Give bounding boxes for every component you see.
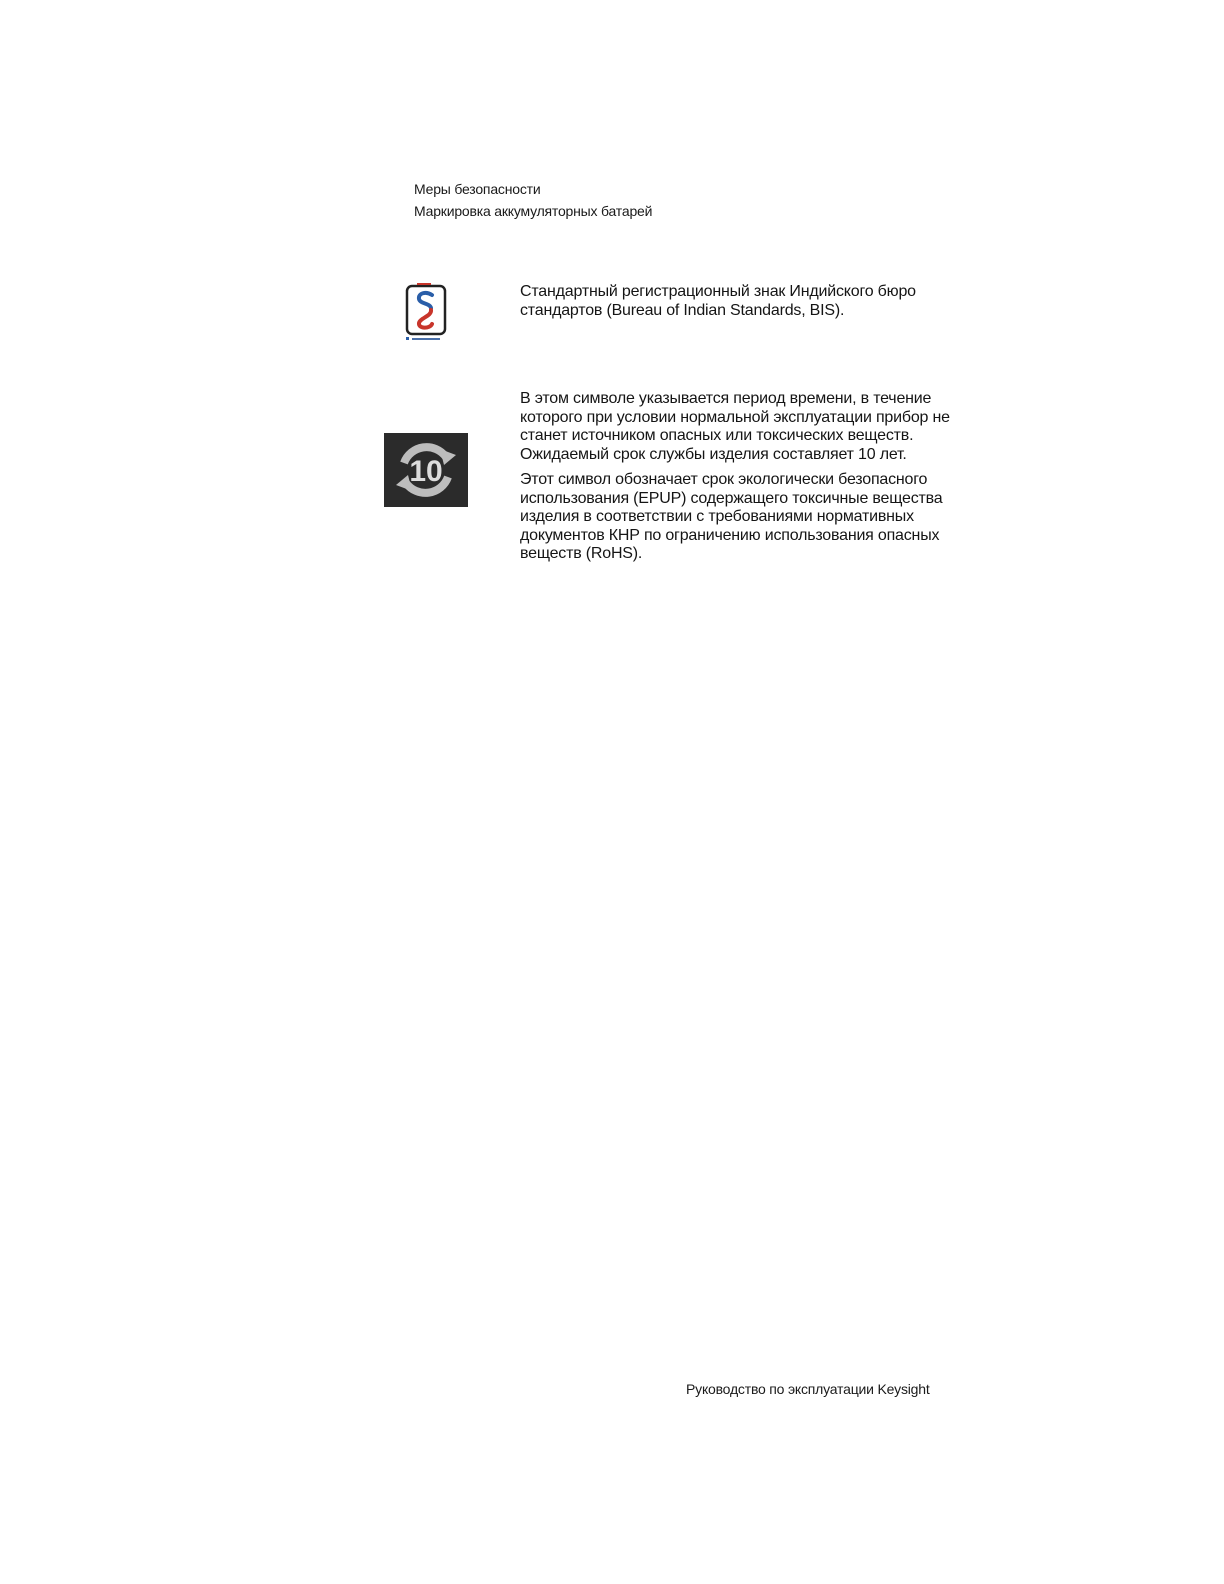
rohs-years-label: 10 [409,455,443,488]
page-footer: Руководство по эксплуатации Keysight [686,1381,930,1397]
subsection-title: Маркировка аккумуляторных батарей [414,203,653,219]
page-header [414,178,914,222]
bis-registration-mark-icon [404,283,450,343]
paragraph: Этот символ обозначает срок экологически безопасного использования (EPUP) содержащего токсичные вещества изделия в соответствии с требованиями нормативных документов КНР по ограничению использования опасных веществ (RoHS). [520,471,943,562]
bis-description [520,283,990,327]
section-title: Меры безопасности [414,181,541,197]
rohs-description [520,390,990,571]
paragraph: Стандартный регистрационный знак Индийского бюро стандартов (Bureau of Indian Standards, BIS). [520,283,916,319]
paragraph: В этом символе указывается период времени, в течение которого при условии нормальной эксплуатации прибор не станет источником опасных или токсических веществ. Ожидаемый срок службы изделия составляет 10 лет. [520,390,950,463]
rohs-10-years-epup-icon [384,433,468,507]
